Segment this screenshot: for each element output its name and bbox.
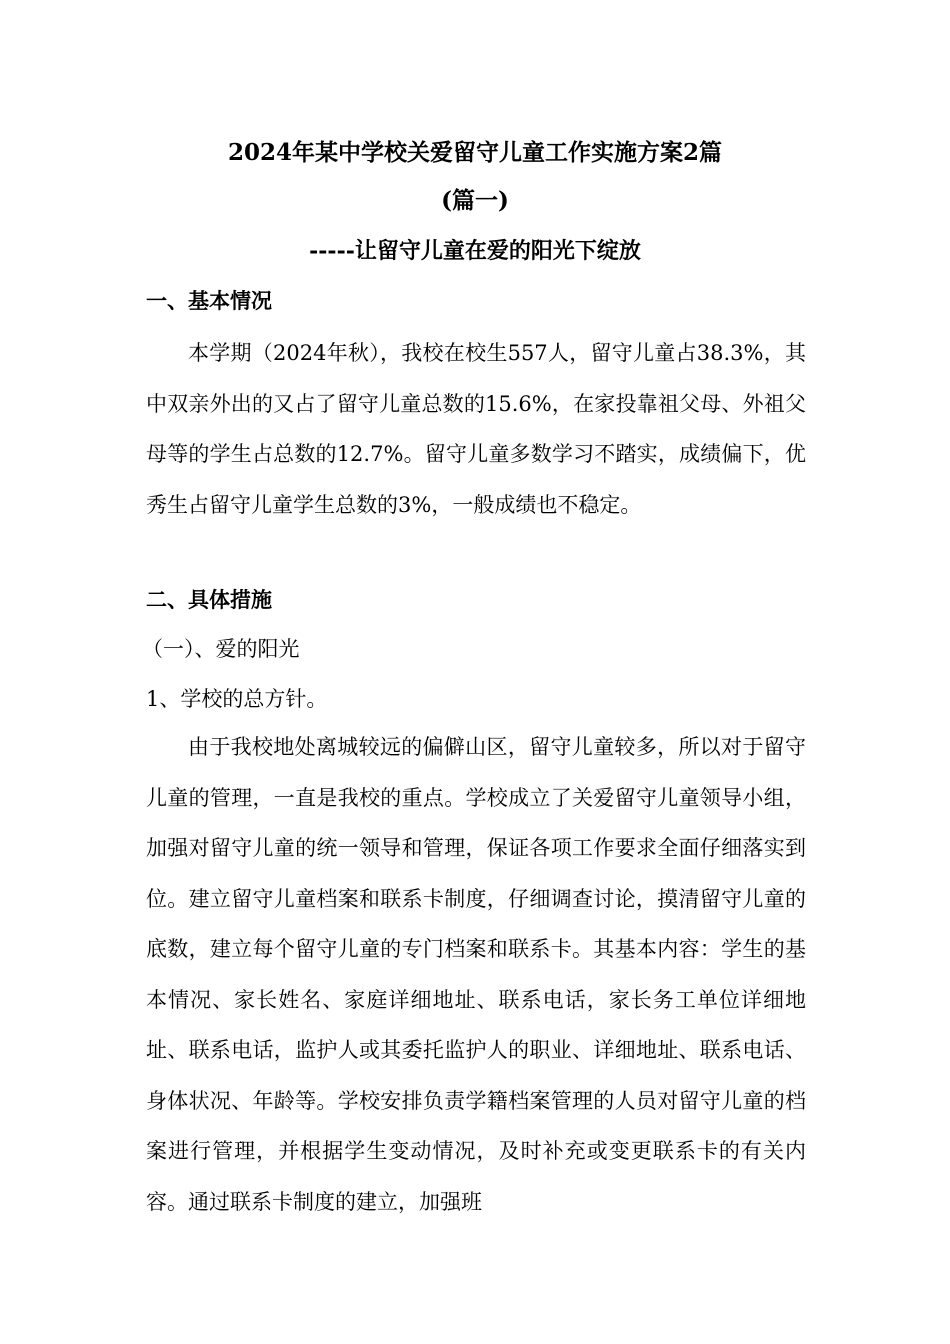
item-heading-general-policy: 1、学校的总方针。 <box>146 687 328 711</box>
general-policy-paragraph: 由于我校地处离城较远的偏僻山区，留守儿童较多，所以对于留守儿童的管理，一直是我校的重点。学校成立了关爱留守儿童领导小组，加强对留守儿童的统一领导和管理，保证各项工作要求全面仔细落实到位。建立留守儿童档案和联系卡制度，仔细调查讨论，摸清留守儿童的底数，建立每个留守儿童的专门档案和联系卡。其基本内容：学生的基本情况、家长姓名、家庭详细地址、联系电话，家长务工单位详细地址、联系电话，监护人或其委托监护人的职业、详细地址、联系电话、身体状况、年龄等。学校安排负责学籍档案管理的人员对留守儿童的档案进行管理，并根据学生变动情况，及时补充或变更联系卡的有关内容。通过联系卡制度的建立，加强班 <box>146 735 806 1214</box>
document-subtitle: -----让留守儿童在爱的阳光下绽放 <box>309 238 641 264</box>
subsection-heading-sunshine-of-love: （一）、爱的阳光 <box>142 637 300 661</box>
section-heading-specific-measures: 二、具体措施 <box>146 587 272 612</box>
part-label: (篇一) <box>441 187 509 214</box>
document-title: 2024年某中学校关爱留守儿童工作实施方案2篇 <box>227 139 723 166</box>
section-heading-basic-situation: 一、基本情况 <box>146 288 272 313</box>
basic-situation-paragraph: 本学期（2024年秋），我校在校生557人，留守儿童占38.3%，其中双亲外出的又占了留守儿童总数的15.6%，在家投靠祖父母、外祖父母等的学生占总数的12.7%。留守儿童多数学习不踏实，成绩偏下，优秀生占留守儿童学生总数的3%，一般成绩也不稳定。 <box>146 341 806 517</box>
